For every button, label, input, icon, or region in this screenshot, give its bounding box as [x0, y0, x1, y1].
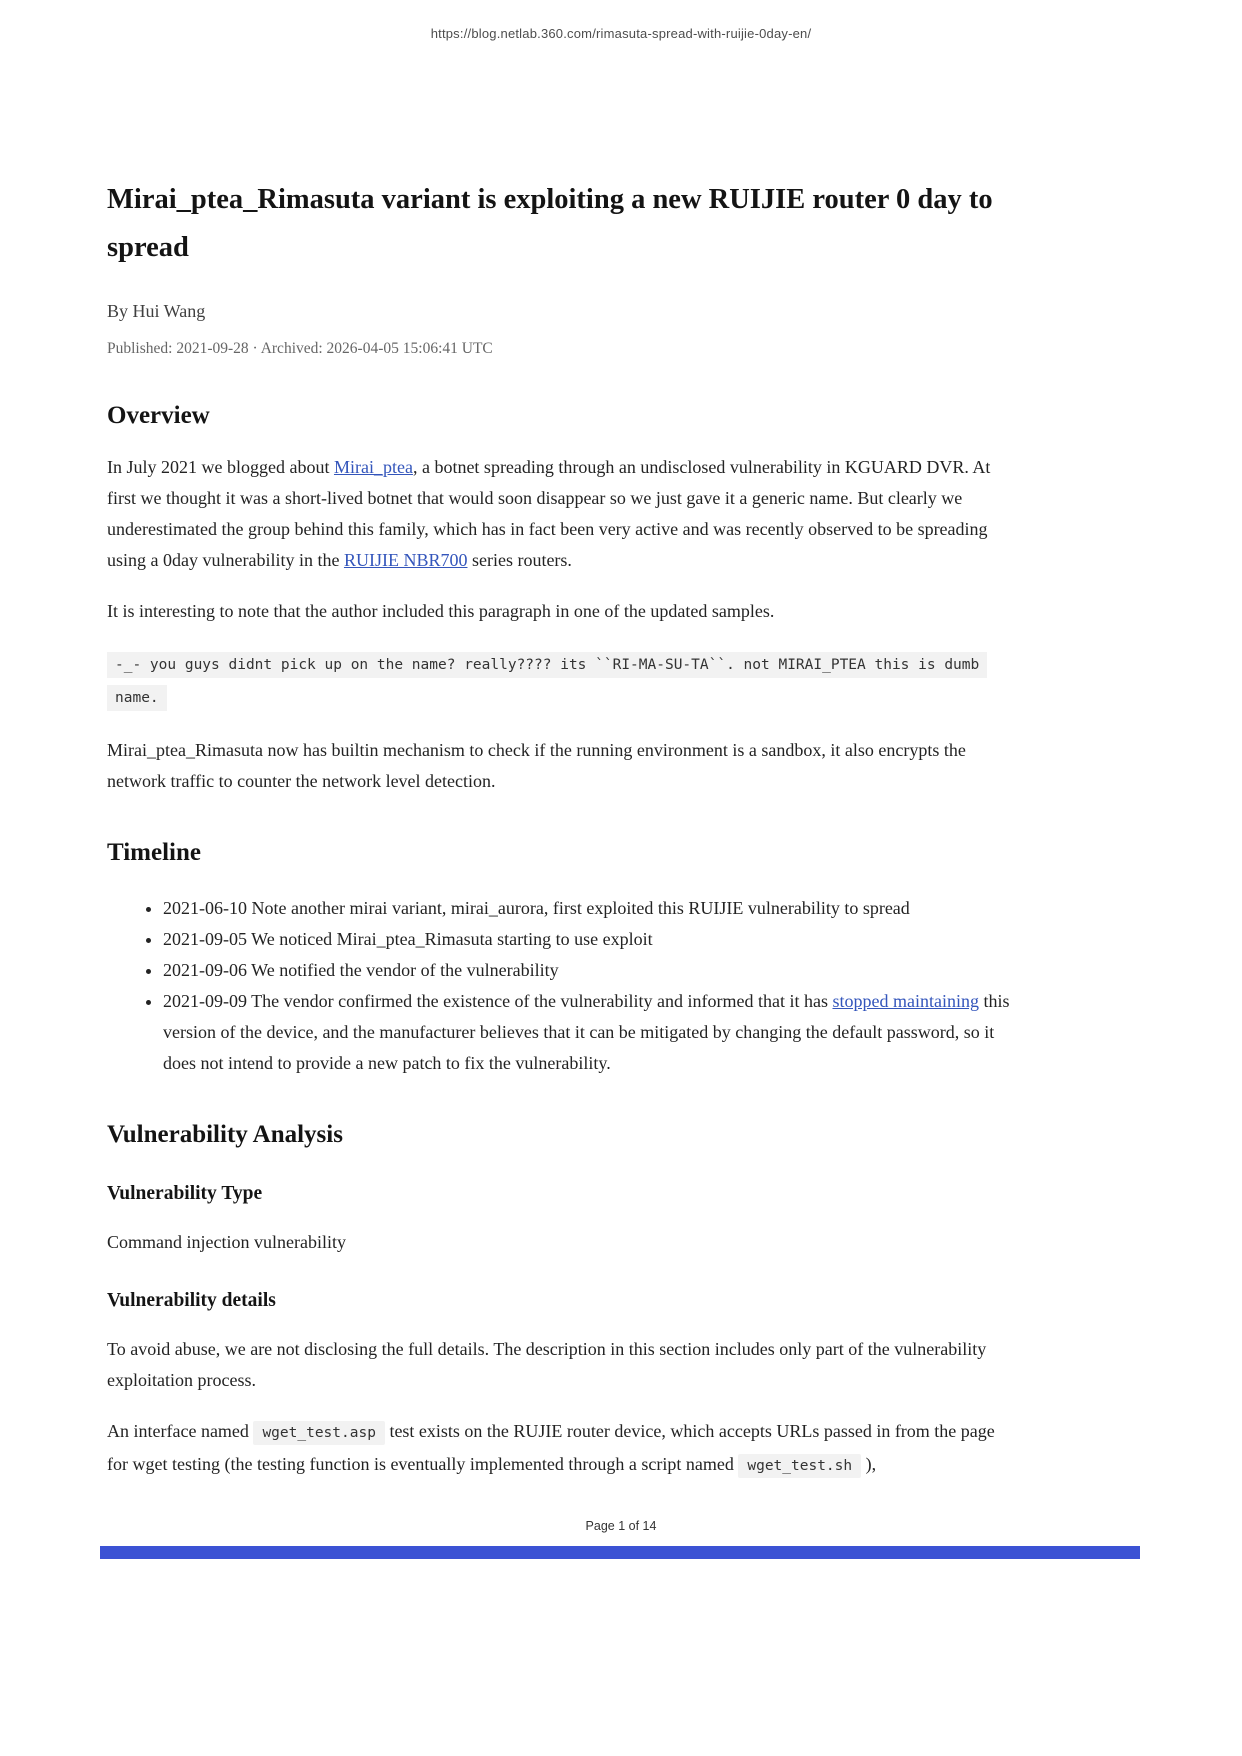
article-title: Mirai_ptea_Rimasuta variant is exploiting a new RUIJIE router 0 day to spread: [107, 184, 993, 263]
section-heading-overview: Overview: [107, 402, 210, 429]
vulnerability-type-text: Command injection vulnerability: [107, 1232, 346, 1252]
text-run: An interface named: [107, 1421, 254, 1441]
text-run: 2021-09-09 The vendor confirmed the existence of the vulnerability and informed that it has: [163, 991, 833, 1011]
details-paragraph-1: To avoid abuse, we are not disclosing the full details. The description in this section includes only part of the vulnerability exploitation process.: [107, 1339, 987, 1390]
section-heading-vulnerability-analysis: Vulnerability Analysis: [107, 1121, 343, 1148]
text-run: , a botnet spreading through an undisclosed vulnerability in KGUARD DVR. At first we thought it was a short-lived botnet that would soon disappear so we just gave it a generic name. But clearly we underestimated the group behind this family, which has in fact been very active and was recently observed to be spreading using a 0day vulnerability in the: [107, 457, 991, 570]
code-quote-block: [107, 649, 1014, 715]
inline-code-wget-test-sh: wget_test.sh: [738, 1454, 861, 1478]
article-byline: By Hui Wang: [107, 301, 206, 321]
subsection-heading-vulnerability-details: Vulnerability details: [107, 1290, 276, 1311]
overview-paragraph-2: It is interesting to note that the author included this paragraph in one of the updated samples.: [107, 601, 775, 621]
link-stopped-maintaining[interactable]: stopped maintaining: [832, 991, 979, 1011]
overview-paragraph-1: [107, 452, 1014, 576]
page-number: Page 1 of 14: [585, 1519, 657, 1533]
text-run: this version of the device, and the manufacturer believes that it can be mitigated by changing the default password, so it does not intend to provide a new patch to fix the vulnerability.: [163, 991, 1010, 1073]
timeline-item-3: [163, 955, 1014, 986]
text-run: 2021-09-06 We notified the vendor of the vulnerability: [163, 960, 559, 980]
link-mirai-ptea[interactable]: Mirai_ptea: [333, 457, 413, 477]
text-run: ),: [861, 1454, 877, 1474]
next-page-fragment-bar: [100, 1546, 1140, 1559]
timeline-item-1: [163, 893, 1014, 924]
text-run: series routers.: [467, 550, 572, 570]
text-run: In July 2021 we blogged about: [107, 457, 334, 477]
text-run: 2021-06-10 Note another mirai variant, mirai_aurora, first exploited this RUIJIE vulnerability to spread: [163, 898, 910, 918]
article: [107, 176, 1014, 1482]
subsection-heading-vulnerability-type: Vulnerability Type: [107, 1183, 263, 1204]
inline-code-wget-test-asp: wget_test.asp: [253, 1421, 385, 1445]
timeline-list: [107, 893, 1014, 1079]
details-paragraph-2: [107, 1416, 1014, 1482]
article-meta: Published: 2021-09-28 · Archived: 2026-04-05 15:06:41 UTC: [107, 340, 493, 357]
overview-paragraph-3: Mirai_ptea_Rimasuta now has builtin mechanism to check if the running environment is a sandbox, it also encrypts the network traffic to counter the network level detection.: [107, 740, 966, 791]
text-run: test exists on the RUJIE router device, which accepts URLs passed in from the page for wget testing (the testing function is eventually implemented through a script named: [107, 1421, 995, 1474]
code-quote-text: -_- you guys didnt pick up on the name? really???? its ``RI-MA-SU-TA``. not MIRAI_PTEA this is dumb name.: [107, 652, 987, 711]
timeline-item-4: [163, 986, 1014, 1079]
text-run: 2021-09-05 We noticed Mirai_ptea_Rimasuta starting to use exploit: [163, 929, 653, 949]
link-ruijie-nbr700[interactable]: RUIJIE NBR700: [343, 550, 468, 570]
section-heading-timeline: Timeline: [107, 839, 201, 866]
timeline-item-2: [163, 924, 1014, 955]
print-header-url: https://blog.netlab.360.com/rimasuta-spread-with-ruijie-0day-en/: [430, 26, 812, 41]
